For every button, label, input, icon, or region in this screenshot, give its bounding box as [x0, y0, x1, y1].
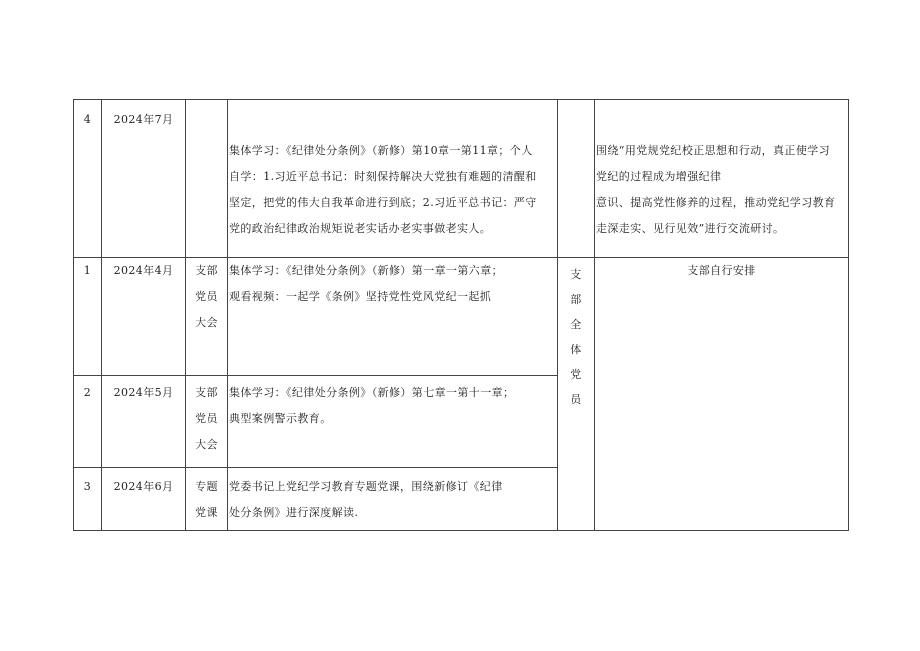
content-line: 集体学习：《纪律处分条例》（新修）第10章一第11章；个人 [229, 144, 533, 157]
row-date: 2024年7月 [113, 113, 174, 126]
row-divider [73, 467, 557, 468]
content-line: 自学：1.习近平总书记：时刻保持解决大党独有难题的清醒和 [229, 170, 537, 183]
row-divider [73, 375, 557, 376]
row-number: 3 [83, 480, 92, 493]
table-border-right [848, 99, 849, 531]
content-line: 集体学习：《纪律处分条例》（新修）第一章一第六章； [229, 264, 503, 277]
remark-merged-cell: 支部自行安排 [687, 264, 756, 277]
participants-char: 体 [570, 343, 582, 356]
form-line: 党课 [195, 506, 218, 519]
row-form [186, 258, 227, 336]
form-line: 党员 [195, 412, 218, 425]
form-line: 大会 [195, 438, 218, 451]
form-line: 支部 [195, 264, 218, 277]
participants-char: 支 [570, 268, 582, 281]
content-line: 处分条例》进行深度解读. [229, 506, 359, 519]
row-content [229, 474, 503, 526]
participants-char: 全 [570, 318, 582, 331]
form-line: 专题 [195, 480, 218, 493]
participants-char: 员 [570, 393, 582, 406]
table-border-left [73, 99, 74, 531]
content-line: 党委书记上党纪学习教育专题党课，围绕新修订《纪律 [229, 480, 503, 493]
row-form [186, 380, 227, 458]
content-line: 典型案例警示教育。 [229, 412, 332, 425]
participants-char: 部 [570, 293, 582, 306]
row-date: 2024年4月 [113, 264, 174, 277]
row-content [229, 258, 503, 310]
row-form [186, 474, 227, 526]
remark-line: 走深走实、见行见效”进行交流研讨。 [596, 222, 785, 235]
col-divider [101, 99, 102, 531]
remark-line: 围绕“用党规党纪校正思想和行动，真正使学习 [596, 144, 831, 157]
form-line: 党员 [195, 290, 218, 303]
content-line: 观看视频：一起学《条例》坚持党性党风党纪一起抓 [229, 290, 492, 303]
row-remark [596, 138, 835, 242]
form-line: 支部 [195, 386, 218, 399]
participants-char: 党 [570, 368, 582, 381]
table-border-top [73, 99, 848, 100]
row-content [229, 380, 514, 432]
form-line: 大会 [195, 316, 218, 329]
row-date: 2024年5月 [113, 386, 174, 399]
remark-line: 意识、提高党性修养的过程，推动党纪学习教育 [596, 196, 836, 209]
content-line: 党的政治纪律政治规矩说老实话办老实事做老实人。 [229, 222, 492, 235]
content-line: 集体学习：《纪律处分条例》（新修）第七章一第十一章； [229, 386, 515, 399]
row-number: 2 [83, 386, 92, 399]
row-number: 4 [83, 113, 92, 126]
row-date: 2024年6月 [113, 480, 174, 493]
col-divider [227, 99, 228, 531]
content-line: 坚定，把党的伟大自我革命进行到底；2.习近平总书记：严守 [229, 196, 537, 209]
col-divider [594, 99, 595, 531]
row-number: 1 [83, 264, 92, 277]
participants-merged-cell [558, 262, 594, 412]
remark-line: 党纪的过程成为增强纪律 [596, 170, 722, 183]
row-content [229, 138, 537, 242]
table-border-bottom [73, 530, 848, 531]
